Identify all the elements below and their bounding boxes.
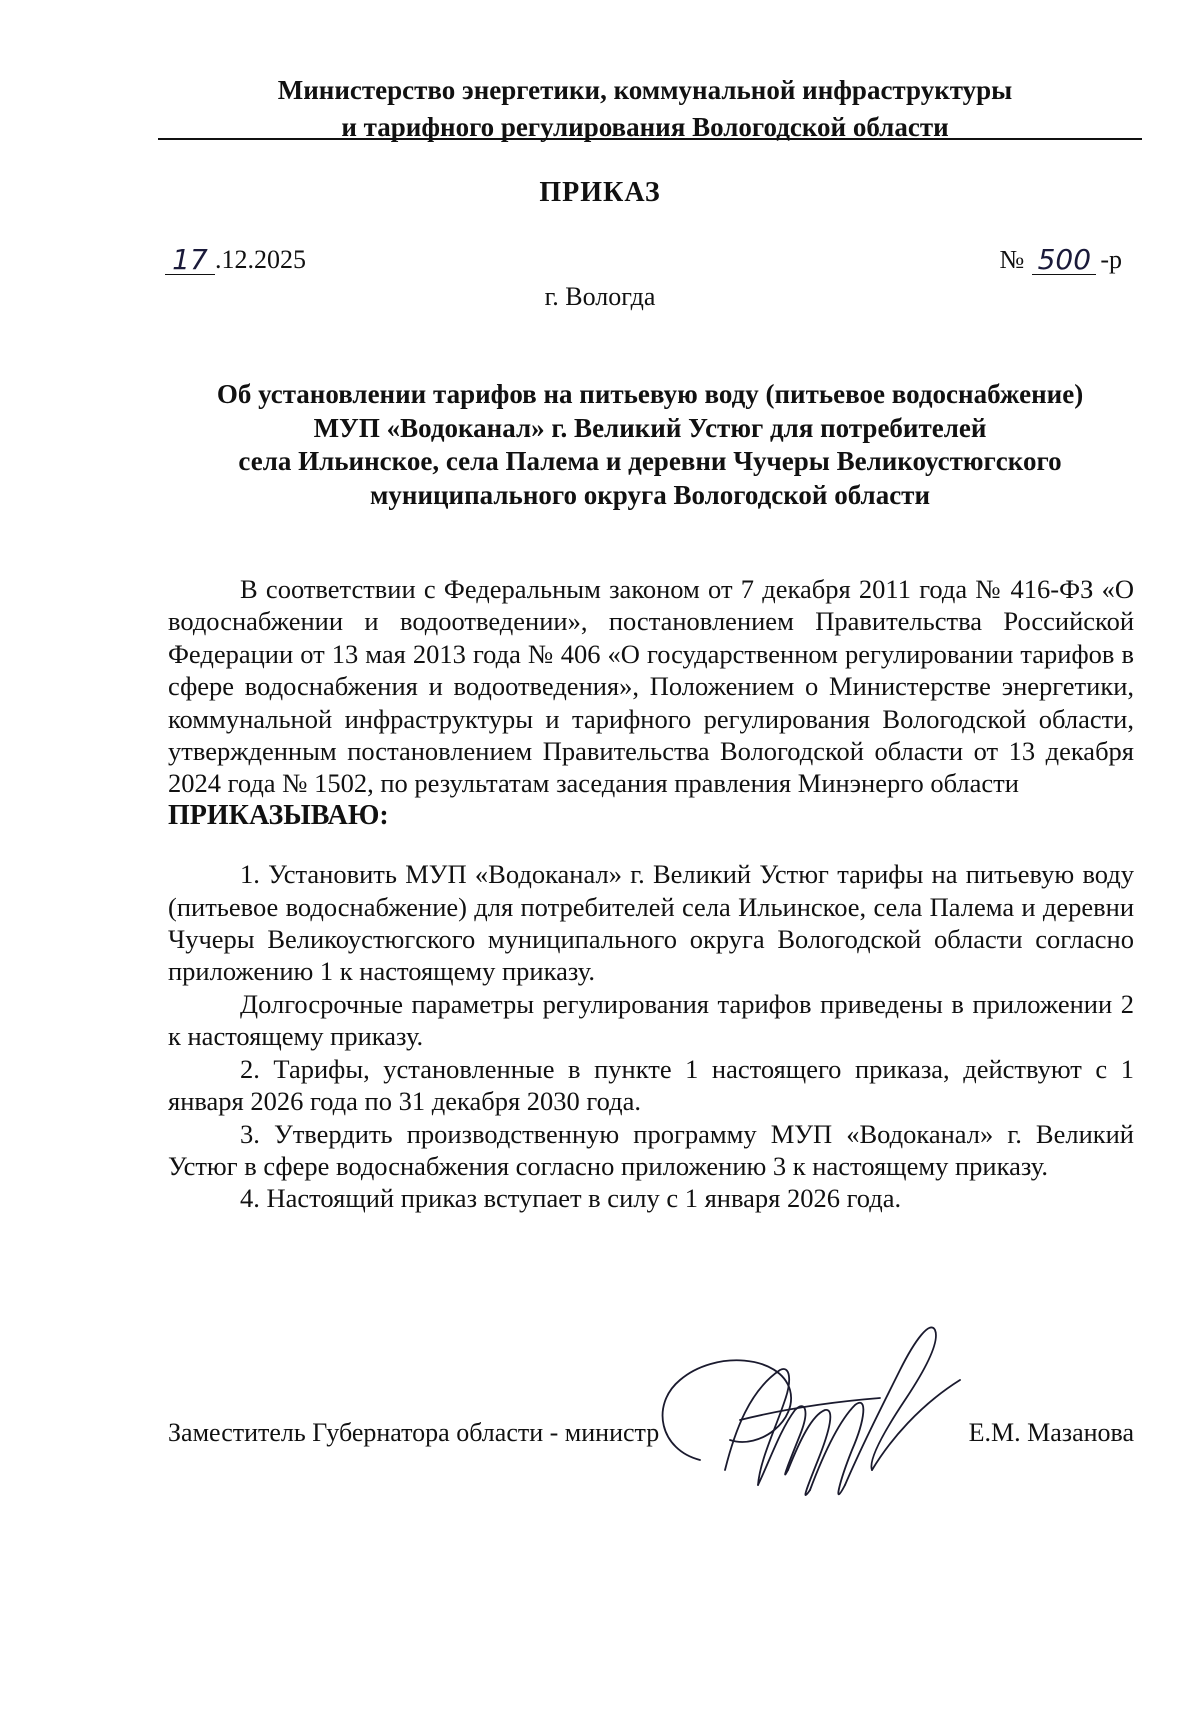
subject-line-3: села Ильинское, села Палема и деревни Чучеры Великоустюгского: [238, 446, 1062, 476]
signer-name: Е.М. Мазанова: [968, 1418, 1134, 1447]
order-subject: [165, 378, 1135, 512]
date-month-year: .12.2025: [215, 245, 306, 274]
subject-line-2: МУП «Водоканал» г. Великий Устюг для потребителей: [313, 412, 987, 443]
order-date: [165, 245, 306, 275]
item-2: 2. Тарифы, установленные в пункте 1 настоящего приказа, действуют с 1 января 2026 года по 31 декабря 2030 года.: [168, 1053, 1134, 1117]
number-suffix: -р: [1100, 245, 1122, 274]
subject-line-4: муниципального округа Вологодской области: [370, 479, 930, 510]
item-1: 1. Установить МУП «Водоканал» г. Великий Устюг тарифы на питьевую воду (питьевое водоснабжение) для потребителей села Ильинское, села Палема и деревни Чучеры Великоустюгского муниципального округа Вологодской области согласно приложению 1 к настоящему приказу.: [168, 859, 1134, 987]
header-divider: [158, 138, 1142, 140]
handwritten-signature-icon: [640, 1310, 980, 1520]
order-number: [1000, 245, 1122, 275]
subject-line-1: Об установлении тарифов на питьевую воду (питьевое водоснабжение): [216, 379, 1084, 409]
order-word: ПРИКАЗЫВАЮ:: [168, 799, 389, 831]
item-4: 4. Настоящий приказ вступает в силу с 1 января 2026 года.: [240, 1183, 902, 1214]
ministry-header: [160, 72, 1130, 146]
handwritten-day: 17: [165, 246, 215, 275]
ministry-line-1: Министерство энергетики, коммунальной инфраструктуры: [277, 75, 1013, 105]
order-city: г. Вологда: [544, 282, 656, 311]
spacer: [168, 832, 1134, 858]
preamble-paragraph: В соответствии с Федеральным законом от 7 декабря 2011 года № 416-ФЗ «О водоснабжении и водоотведении», постановлением Правительства Российской Федерации от 13 мая 2013 года № 406 «О государственном регулировании тарифов в сфере водоснабжения и водоотведения», Положением о Министерстве энергетики, коммунальной инфраструктуры и тарифного регулирования Вологодской области, утвержденным постановлением Правительства Вологодской области от 13 декабря 2024 года № 1502, по результатам заседания правления Минэнерго области: [168, 574, 1134, 799]
handwritten-number: 500: [1032, 246, 1096, 275]
signer-position: Заместитель Губернатора области - министр: [168, 1418, 660, 1447]
ministry-line-2: и тарифного регулирования Вологодской области: [341, 112, 949, 142]
order-title: ПРИКАЗ: [539, 177, 661, 208]
number-prefix: №: [999, 245, 1025, 274]
item-1-note: Долгосрочные параметры регулирования тарифов приведены в приложении 2 к настоящему приказу.: [168, 988, 1134, 1052]
order-body: [168, 573, 1134, 1215]
item-3: 3. Утвердить производственную программу МУП «Водоканал» г. Великий Устюг в сфере водоснабжения согласно приложению 3 к настоящему приказу.: [168, 1118, 1134, 1181]
